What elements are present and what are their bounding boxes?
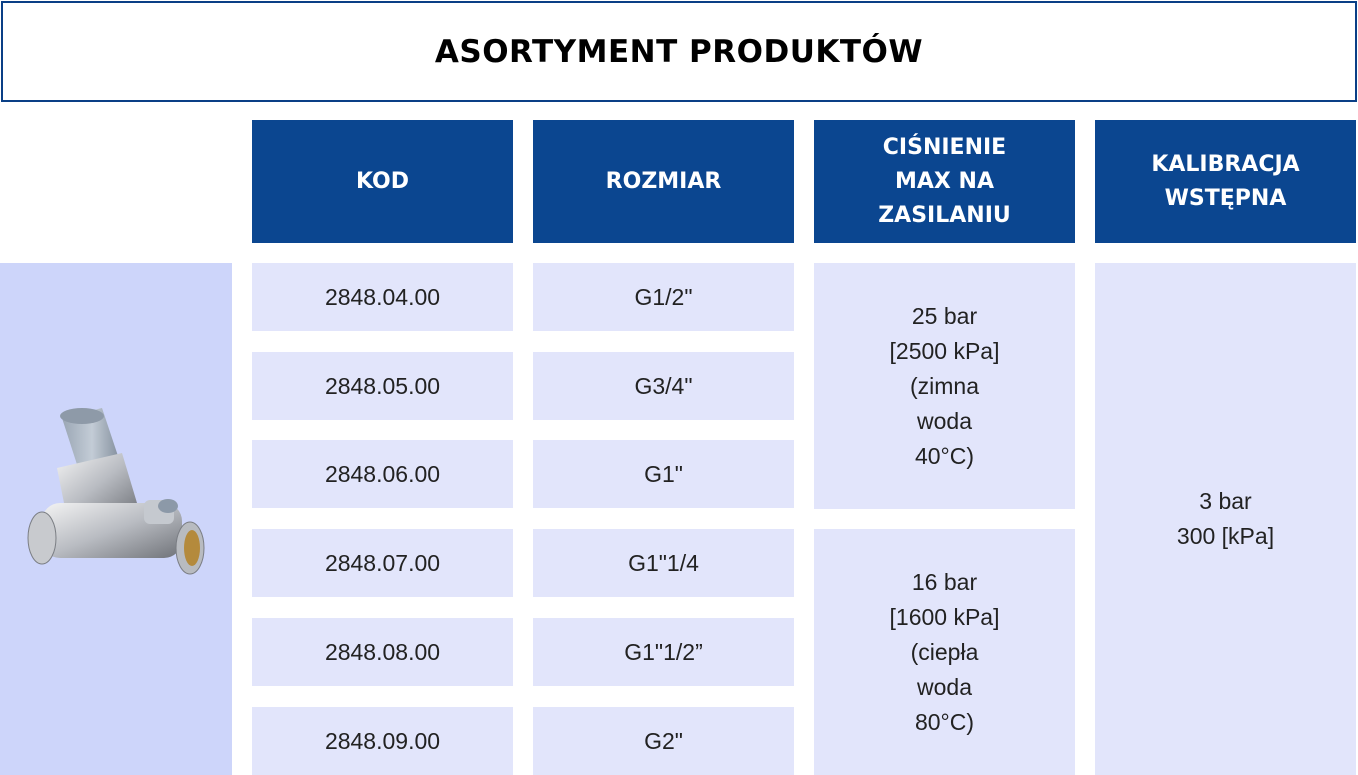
- size-cell: G3/4": [533, 352, 794, 420]
- calibration-line: 3 bar: [1199, 488, 1252, 514]
- header-code-label: KOD: [355, 168, 410, 194]
- header-pressure-line: MAX NA: [895, 168, 994, 194]
- pressure-line: [1600 kPa]: [889, 603, 1000, 630]
- size-cell: G1"1/2”: [533, 618, 794, 686]
- code-cell: 2848.04.00: [252, 263, 513, 331]
- code-cell: 2848.06.00: [252, 440, 513, 508]
- pressure-line: woda: [917, 673, 972, 700]
- header-pressure-line: CIŚNIENIE: [882, 134, 1007, 160]
- product-photo: [0, 263, 232, 775]
- calibration-line: 300 [kPa]: [1176, 523, 1275, 549]
- code-cell: 2848.07.00: [252, 529, 513, 597]
- size-cell: G1": [533, 440, 794, 508]
- pressure-line: 25 bar: [911, 302, 978, 329]
- header-size: [533, 120, 794, 243]
- code-cell: 2848.09.00: [252, 707, 513, 775]
- pressure-line: [2500 kPa]: [889, 337, 1000, 364]
- pressure-cell-cold: [814, 263, 1075, 509]
- size-cell: G1"1/4: [533, 529, 794, 597]
- header-size-label: ROZMIAR: [605, 168, 722, 194]
- page-title: ASORTYMENT PRODUKTÓW: [434, 33, 924, 70]
- pressure-cell-hot: [814, 529, 1075, 775]
- pressure-line: 40°C): [914, 442, 975, 469]
- code-cell: 2848.08.00: [252, 618, 513, 686]
- pressure-reducing-valve-icon: [22, 408, 212, 608]
- pressure-line: (ciepła: [910, 638, 979, 665]
- header-code: [252, 120, 513, 243]
- size-cell: G2": [533, 707, 794, 775]
- title-box: [1, 1, 1357, 102]
- code-cell: 2848.05.00: [252, 352, 513, 420]
- calibration-cell: [1095, 263, 1356, 775]
- header-calibration: [1095, 120, 1356, 243]
- header-pressure: [814, 120, 1075, 243]
- pressure-line: (zimna: [909, 372, 979, 399]
- header-calibration-line: KALIBRACJA: [1151, 151, 1300, 177]
- pressure-line: 16 bar: [911, 568, 978, 595]
- header-pressure-line: ZASILANIU: [878, 202, 1011, 228]
- size-cell: G1/2": [533, 263, 794, 331]
- pressure-line: 80°C): [914, 708, 975, 735]
- pressure-line: woda: [917, 407, 972, 434]
- header-calibration-line: WSTĘPNA: [1164, 185, 1287, 211]
